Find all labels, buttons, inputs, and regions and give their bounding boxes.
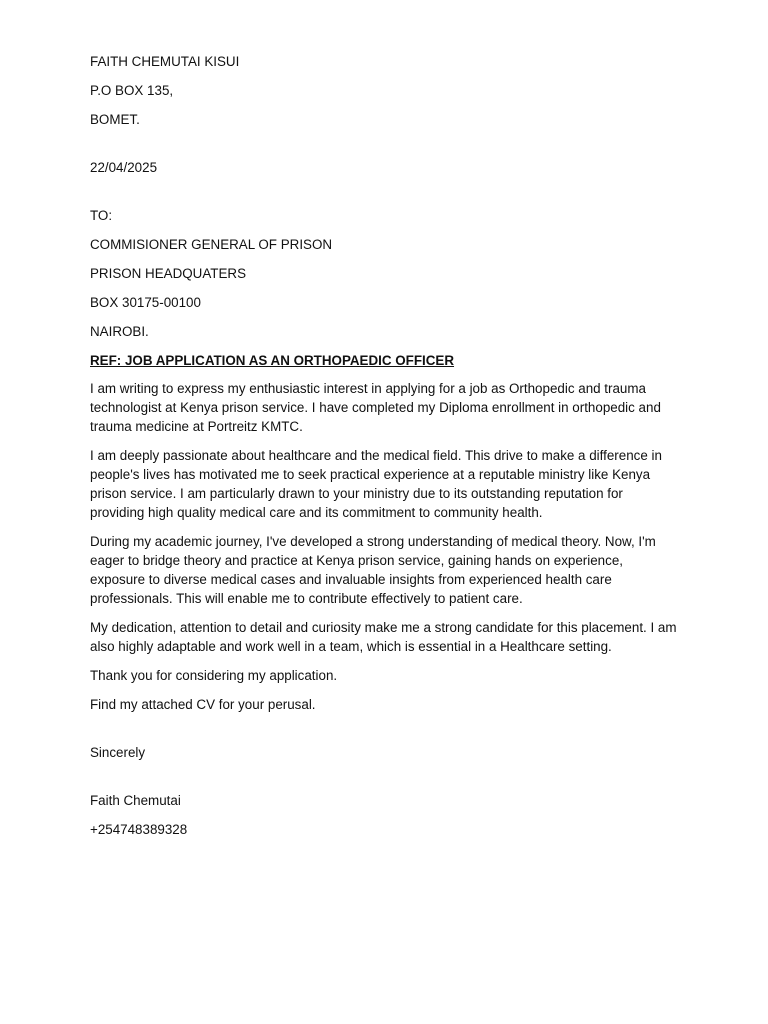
- recipient-office: PRISON HEADQUATERS: [90, 266, 246, 281]
- signer-phone: +254748389328: [90, 822, 188, 837]
- signer-name: Faith Chemutai: [90, 793, 181, 808]
- thanks-line: Thank you for considering my application.: [90, 668, 338, 683]
- attachment-note: Find my attached CV for your perusal.: [90, 697, 316, 712]
- letter-body: [90, 52, 678, 849]
- sender-name: FAITH CHEMUTAI KISUI: [90, 54, 240, 69]
- recipient-city: NAIROBI.: [90, 324, 149, 339]
- body-paragraph-3: During my academic journey, I've developed a strong understanding of medical theory. Now, I'm eager to bridge theory and practice at Kenya prison service, gaining hands on experience, exposure to diverse medical cases and invaluable insights from experienced health care professionals. This will enable me to contribute effectively to patient care.: [90, 534, 656, 606]
- letter-date: 22/04/2025: [90, 160, 158, 175]
- body-paragraph-1: I am writing to express my enthusiastic interest in applying for a job as Orthopedic and trauma technologist at Kenya prison service. I have completed my Diploma enrollment in orthopedic and trauma medicine at Portreitz KMTC.: [90, 381, 661, 434]
- recipient-title: COMMISIONER GENERAL OF PRISON: [90, 237, 333, 252]
- recipient-box: BOX 30175-00100: [90, 295, 201, 310]
- closing-salutation: Sincerely: [90, 745, 146, 760]
- reference-heading: REF: JOB APPLICATION AS AN ORTHOPAEDIC OFFICER: [90, 353, 455, 368]
- sender-address-line2: BOMET.: [90, 112, 140, 127]
- body-paragraph-2: I am deeply passionate about healthcare and the medical field. This drive to make a difference in people's lives has motivated me to seek practical experience at a reputable ministry like Kenya prison service. I am particularly drawn to your ministry due to its outstanding reputation for providing high quality medical care and its commitment to community health.: [90, 448, 662, 520]
- body-paragraph-4: My dedication, attention to detail and curiosity make me a strong candidate for this placement. I am also highly adaptable and work well in a team, which is essential in a Healthcare setting.: [90, 620, 677, 654]
- sender-address-line1: P.O BOX 135,: [90, 83, 174, 98]
- recipient-to-label: TO:: [90, 208, 113, 223]
